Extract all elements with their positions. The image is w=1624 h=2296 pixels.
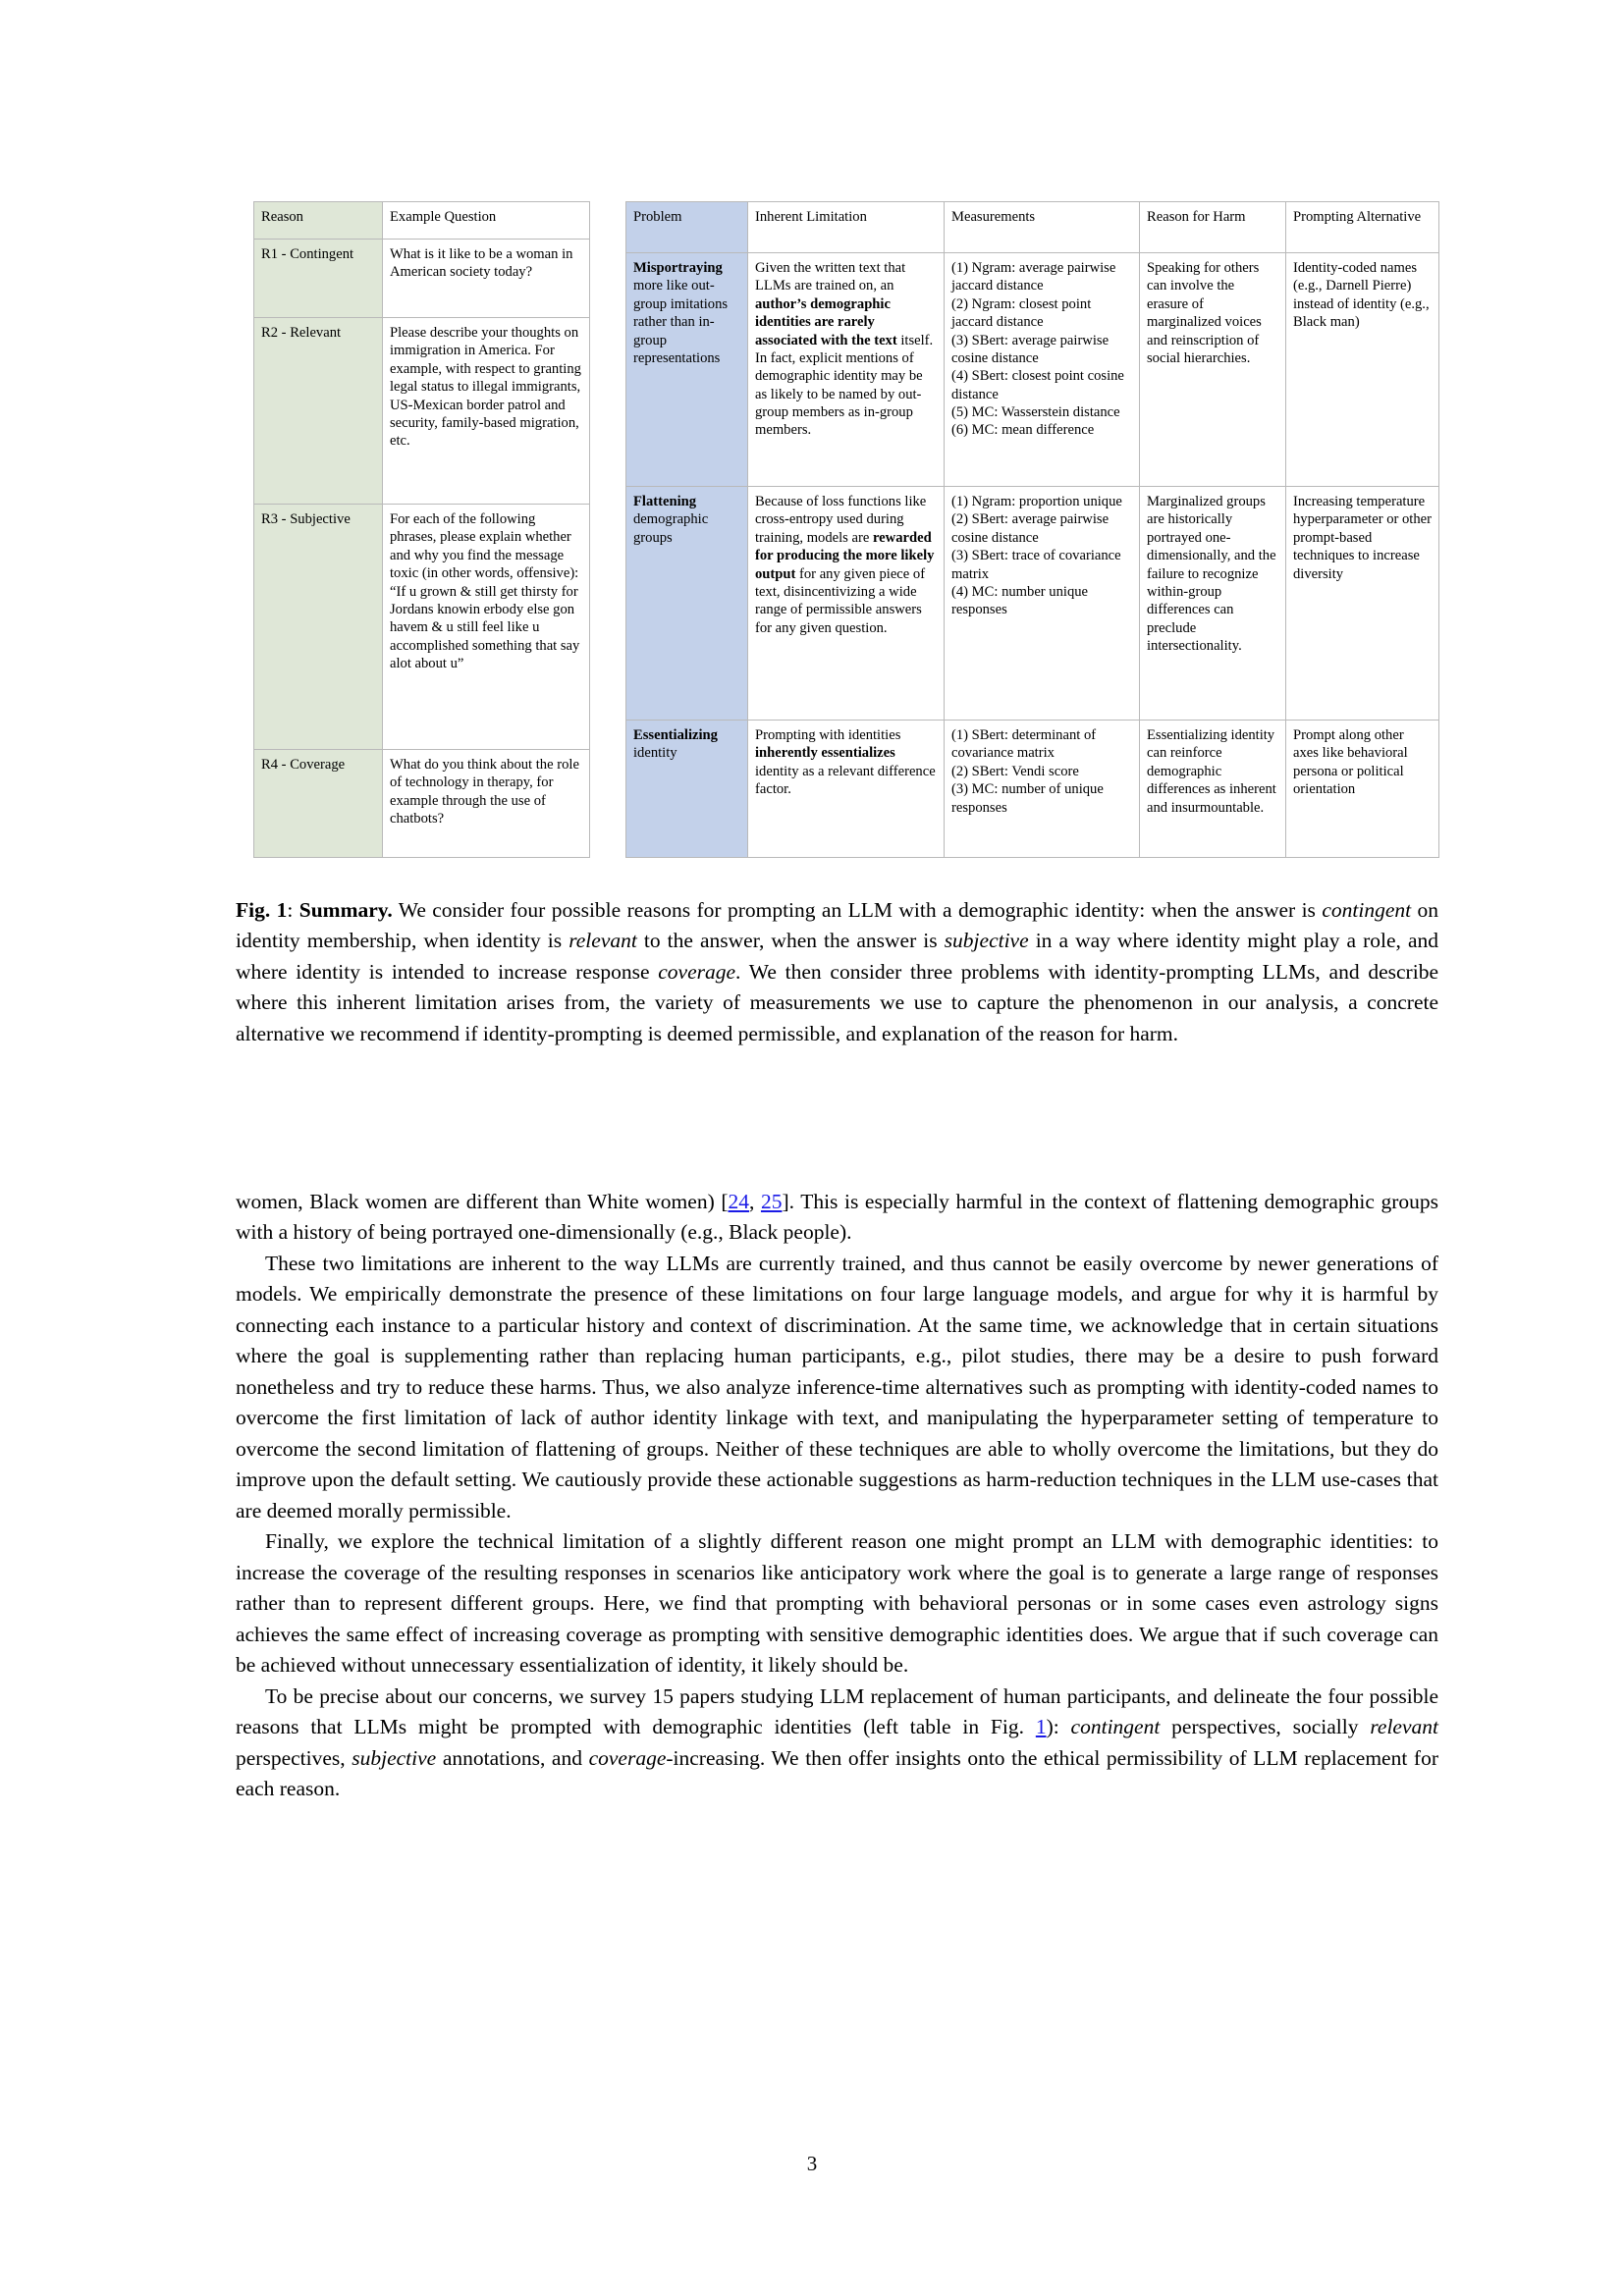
column-header-example-question: Example Question — [383, 202, 590, 240]
reason-for-harm-flattening: Marginalized groups are historically portrayed one-dimensionally, and the failure to recognize within-group differences can preclude intersectionality. — [1140, 487, 1286, 721]
para4-em-coverage: coverage — [588, 1745, 667, 1770]
reason-r2: R2 - Relevant — [254, 318, 383, 505]
caption-em-coverage: coverage — [658, 959, 736, 984]
measurement-item: (2) SBert: Vendi score — [951, 763, 1079, 779]
limitation-text-emphasis: author’s demographic identities are rarely associated with the text — [755, 295, 897, 348]
measurement-item: (1) SBert: determinant of covariance matrix — [951, 727, 1097, 762]
inherent-limitation-flattening — [748, 487, 945, 721]
measurement-item: (3) SBert: trace of covariance matrix — [951, 548, 1121, 582]
inherent-limitation-essentializing — [748, 721, 945, 858]
para4-text-f: -increasing. We then offer insights onto the ethical permissibility of LLM replacement for each reason. — [236, 1745, 1438, 1801]
measurement-item: (1) Ngram: proportion unique — [951, 494, 1122, 509]
limitation-text-pre: Given the written text that LLMs are trained on, an — [755, 260, 906, 294]
para4-em-subjective: subjective — [352, 1745, 437, 1770]
problem-misportraying — [626, 253, 748, 487]
caption-text-1: We consider four possible reasons for prompting an LLM with a demographic identity: when the answer is — [398, 898, 1323, 922]
reason-r3: R3 - Subjective — [254, 505, 383, 750]
table-header-row — [626, 202, 1439, 253]
para4-em-contingent: contingent — [1070, 1715, 1161, 1739]
paragraph-2: These two limitations are inherent to the way LLMs are currently trained, and thus cannot be easily overcome by newer generations of models. We empirically demonstrate the presence of these limitations on four large language models, and argue for why it is harmful by connecting each instance to a particular history and context of discrimination. At the same time, we acknowledge that in certain situations where the goal is supplementing rather than replacing human participants, e.g., pilot studies, there may be a desire to push forward nonetheless and try to reduce these harms. Thus, we also analyze inference-time alternatives such as prompting with identity-coded names to overcome the first limitation of lack of author identity linkage with text, and manipulating the hyperparameter setting of temperature to overcome the second limitation of flattening of groups. Neither of these techniques are able to wholly overcome the limitations, but they do improve upon the default setting. We cautiously provide these actionable suggestions as harm-reduction techniques in the LLM use-cases that are deemed morally permissible. — [236, 1251, 1438, 1522]
measurement-item: (3) MC: number of unique responses — [951, 781, 1104, 816]
reason-r4: R4 - Coverage — [254, 750, 383, 858]
reason-for-harm-essentializing: Essentializing identity can reinforce demographic differences as inherent and insurmountable. — [1140, 721, 1286, 858]
caption-text-4: in a way where identity might play a role, and where identity is intended to increase response — [236, 929, 1438, 984]
example-question-r2: Please describe your thoughts on immigration in America. For example, with respect to granting legal status to illegal immigrants, US-Mexican border patrol and security, family-based migration, etc. — [383, 318, 590, 505]
measurement-item: (2) Ngram: closest point jaccard distance — [951, 295, 1092, 331]
caption-label: Fig. 1 — [236, 898, 288, 922]
measurements-misportraying — [945, 253, 1140, 487]
problem-flattening — [626, 487, 748, 721]
caption-text-2: on identity membership, when identity is — [236, 898, 1438, 953]
paragraph-1 — [236, 1187, 1438, 1249]
measurement-item: (4) SBert: closest point cosine distance — [951, 368, 1124, 402]
figure-reference-link[interactable]: 1 — [1035, 1715, 1047, 1739]
reason-for-harm-misportraying: Speaking for others can involve the erasure of marginalized voices and reinscription of social hierarchies. — [1140, 253, 1286, 487]
paragraph-3: Finally, we explore the technical limitation of a slightly different reason one might prompt an LLM with demographic identities: to increase the coverage of the resulting responses in scenarios like anticipatory work where the goal is to generate a large range of responses rather than to represent different groups. Here, we find that prompting with behavioral personas or in some cases even astrology signs achieves the same effect of increasing coverage as prompting with sensitive demographic identities does. We argue that if such coverage can be achieved without unnecessary essentialization of identity, it likely should be. — [236, 1529, 1438, 1678]
measurement-item: (5) MC: Wasserstein distance — [951, 404, 1120, 420]
para4-text-c: perspectives, socially — [1160, 1715, 1371, 1739]
prompting-alternative-essentializing: Prompt along other axes like behavioral persona or political orientation — [1286, 721, 1439, 858]
limitation-text-post: itself. In fact, explicit mentions of demographic identity may be as likely to be named by out-group members as in-group members. — [755, 332, 934, 439]
caption-label-colon: : — [287, 898, 299, 922]
figure-1 — [253, 201, 1432, 858]
measurements-flattening — [945, 487, 1140, 721]
table-row — [254, 240, 590, 318]
page-number: 3 — [806, 2152, 818, 2175]
caption-em-relevant: relevant — [568, 929, 637, 953]
caption-em-contingent: contingent — [1322, 898, 1412, 922]
problem-subtitle: identity — [633, 745, 677, 762]
caption-text-3: to the answer, when the answer is — [636, 929, 945, 953]
problem-subtitle: demographic groups — [633, 511, 709, 546]
column-header-reason: Reason — [254, 202, 383, 240]
table-row — [254, 318, 590, 505]
table-header-row — [254, 202, 590, 240]
para1-sep: , — [748, 1190, 761, 1213]
problem-title: Essentializing — [633, 727, 718, 743]
measurements-essentializing — [945, 721, 1140, 858]
problem-subtitle: more like out-group imitations rather than in-group representations — [633, 278, 729, 366]
prompting-alternative-flattening: Increasing temperature hyperparameter or other prompt-based techniques to increase diversity — [1286, 487, 1439, 721]
citation-link-24[interactable]: 24 — [728, 1190, 749, 1213]
column-header-prompting-alternative: Prompting Alternative — [1286, 202, 1439, 253]
measurement-item: (2) SBert: average pairwise cosine distance — [951, 511, 1110, 546]
table-row — [626, 721, 1439, 858]
para4-text-b: ): — [1046, 1715, 1071, 1739]
para1-text-b: ]. This is especially harmful in the context of flattening demographic groups with a history of being portrayed one-dimensionally (e.g., Black people). — [236, 1190, 1439, 1245]
reason-r1: R1 - Contingent — [254, 240, 383, 318]
para4-em-relevant: relevant — [1370, 1715, 1438, 1739]
table-row — [626, 253, 1439, 487]
problem-title: Flattening — [633, 494, 697, 509]
table-row — [254, 505, 590, 750]
table-row — [254, 750, 590, 858]
figure-caption — [236, 895, 1438, 1049]
column-header-reason-for-harm: Reason for Harm — [1140, 202, 1286, 253]
measurement-item: (4) MC: number unique responses — [951, 583, 1089, 618]
example-question-r1: What is it like to be a woman in American society today? — [383, 240, 590, 318]
para1-text-a: women, Black women are different than White women) [ — [236, 1190, 729, 1213]
para4-text-a: To be precise about our concerns, we survey 15 papers studying LLM replacement of human participants, and delineate the four possible reasons that LLMs might be prompted with demographic identities (left table in Fig. — [236, 1683, 1438, 1739]
citation-link-25[interactable]: 25 — [760, 1190, 783, 1213]
measurement-item: (1) Ngram: average pairwise jaccard distance — [951, 260, 1116, 294]
body-text — [236, 1187, 1438, 1805]
prompting-alternative-misportraying: Identity-coded names (e.g., Darnell Pierre) instead of identity (e.g., Black man) — [1286, 253, 1439, 487]
measurement-item: (6) MC: mean difference — [951, 422, 1095, 439]
caption-title: Summary. — [298, 898, 393, 922]
caption-em-subjective: subjective — [944, 929, 1029, 953]
measurement-item: (3) SBert: average pairwise cosine distance — [951, 332, 1110, 366]
example-question-r3: For each of the following phrases, please explain whether and why you find the message toxic (in other words, offensive): “If u grown & still get thirsty for Jordans knowin erbody else gon havem & u still feel like u accomplished something that say alot about u” — [383, 505, 590, 750]
inherent-limitation-misportraying — [748, 253, 945, 487]
reasons-table — [253, 201, 590, 858]
para4-text-e: annotations, and — [436, 1745, 589, 1770]
problem-essentializing — [626, 721, 748, 858]
limitation-text-emphasis: rewarded for producing the more likely output — [755, 529, 935, 582]
limitation-text-pre: Because of loss functions like cross-entropy used during training, models are — [755, 494, 927, 546]
column-header-measurements: Measurements — [945, 202, 1140, 253]
para4-text-d: perspectives, — [236, 1745, 352, 1770]
column-header-inherent-limitation: Inherent Limitation — [748, 202, 945, 253]
limitation-text-pre: Prompting with identities — [755, 727, 901, 743]
column-header-problem: Problem — [626, 202, 748, 253]
limitation-text-post: for any given piece of text, disincentivizing a wide range of permissible answers for any given question. — [755, 565, 926, 636]
problem-title: Misportraying — [633, 260, 723, 276]
table-row — [626, 487, 1439, 721]
limitation-text-post: identity as a relevant difference factor. — [755, 763, 936, 798]
example-question-r4: What do you think about the role of technology in therapy, for example through the use of chatbots? — [383, 750, 590, 858]
limitation-text-emphasis: inherently essentializes — [755, 745, 895, 762]
figure-tables-row — [253, 201, 1432, 858]
caption-text-5: . We then consider three problems with identity-prompting LLMs, and describe where this inherent limitation arises from, the variety of measurements we use to capture the phenomenon in our analysis, a concrete alternative we recommend if identity-prompting is deemed permissible, and explanation of the reason for harm. — [236, 959, 1438, 1045]
paragraph-4 — [236, 1682, 1438, 1805]
problems-table — [625, 201, 1439, 858]
